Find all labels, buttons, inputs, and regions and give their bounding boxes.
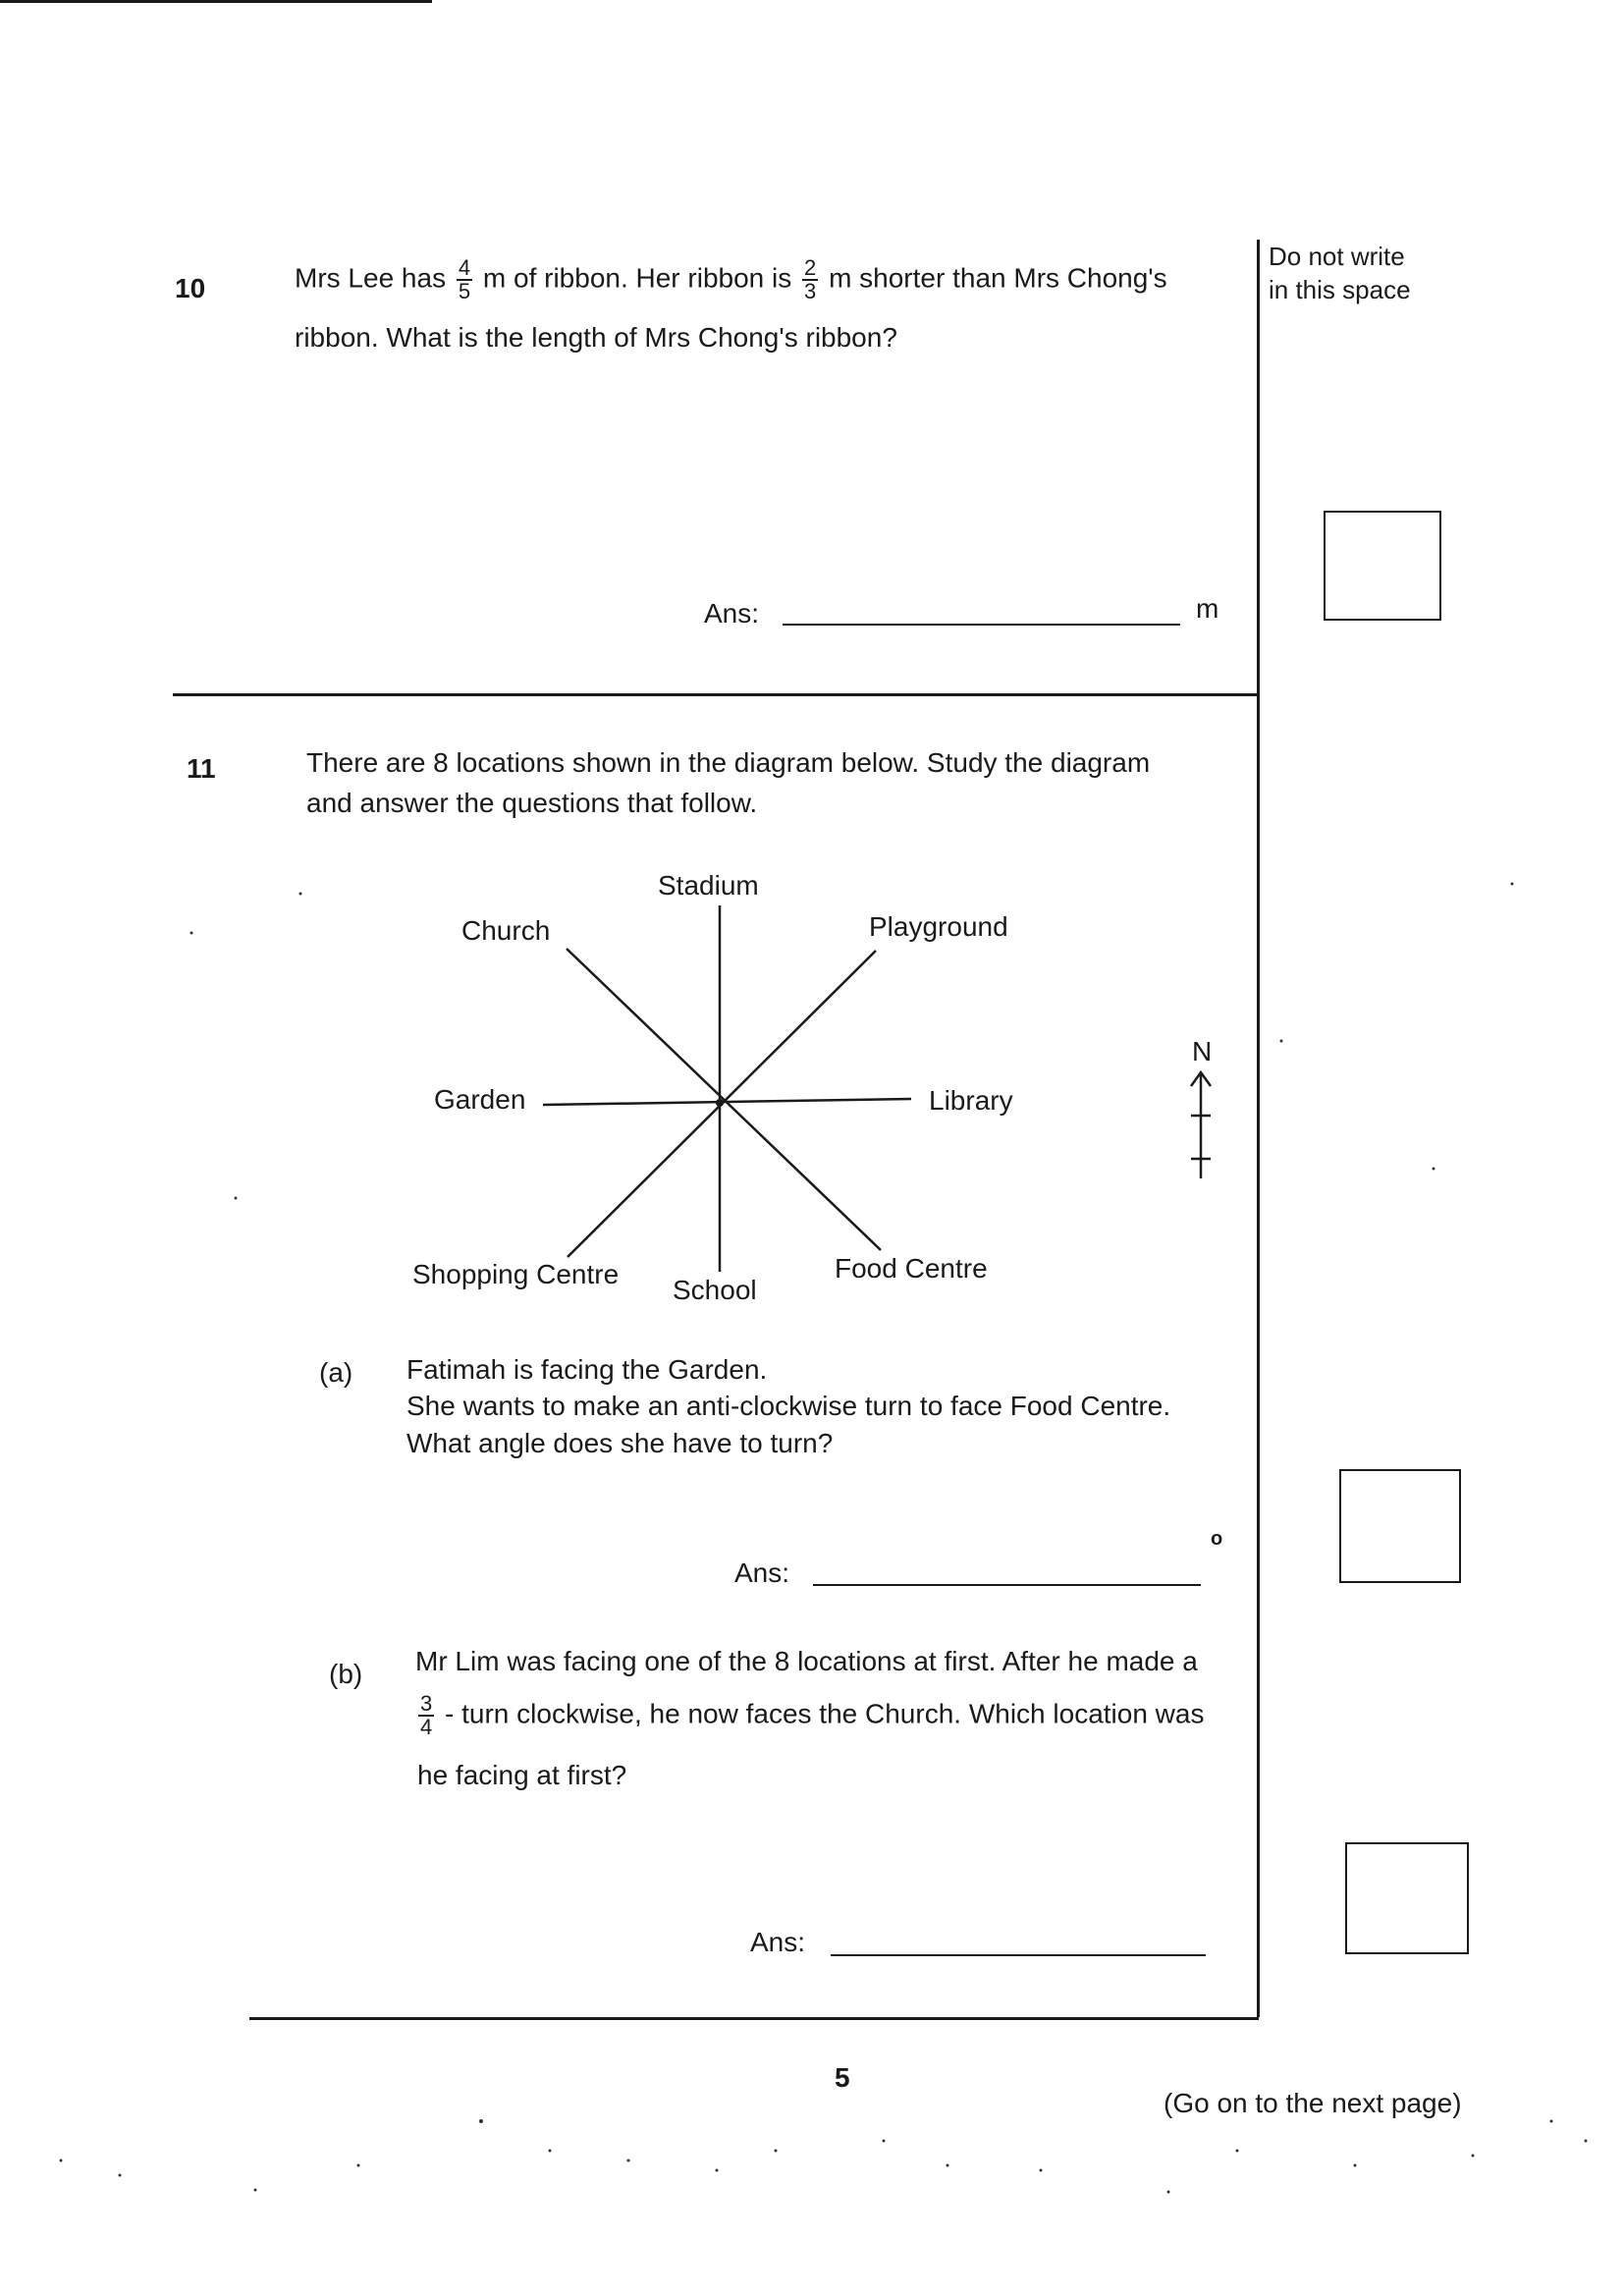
q11a-ans-label: Ans: (734, 1558, 790, 1588)
q10-ans-label: Ans: (704, 598, 760, 629)
q11-bottom-border (249, 2017, 1259, 2020)
label-church: Church (461, 915, 551, 946)
q10-text-c: m shorter than Mrs Chong's (829, 262, 1167, 294)
fraction-denominator: 3 (804, 279, 817, 303)
margin-note-line-1: Do not write (1269, 242, 1405, 271)
page-number: 5 (835, 2062, 850, 2093)
fraction-numerator: 2 (804, 255, 817, 280)
q10-separator (173, 693, 1257, 696)
margin-divider (1257, 240, 1260, 2017)
q11-intro-2: and answer the questions that follow. (306, 788, 758, 818)
scan-edge-line (0, 0, 432, 3)
q11b-line-3: he facing at first? (417, 1760, 627, 1790)
q11a-answer-line[interactable] (813, 1584, 1201, 1586)
q11b-line-2 (415, 1693, 1204, 1738)
q10-text-a: Mrs Lee has (295, 262, 447, 294)
label-library: Library (929, 1085, 1013, 1116)
q11a-line-2: She wants to make an anti-clockwise turn to face Food Centre. (406, 1391, 1171, 1421)
q11a-marks-box (1339, 1469, 1461, 1583)
label-shopping-centre: Shopping Centre (412, 1259, 620, 1289)
margin-note (1269, 240, 1411, 306)
q11a-degree-unit: o (1211, 1528, 1223, 1550)
q10-line-2: ribbon. What is the length of Mrs Chong's ribbon? (295, 322, 897, 353)
q11b-label: (b) (329, 1659, 363, 1689)
margin-note-line-2: in this space (1269, 275, 1411, 304)
q11b-marks-box (1345, 1842, 1469, 1954)
q10-fraction-2 (802, 257, 818, 302)
label-garden: Garden (434, 1084, 526, 1115)
label-playground: Playground (869, 911, 1008, 942)
label-school: School (673, 1275, 757, 1305)
q10-fraction-1 (457, 257, 472, 302)
q11b-answer-line[interactable] (831, 1954, 1206, 1956)
q11a-label: (a) (319, 1357, 353, 1388)
q11b-line-1: Mr Lim was facing one of the 8 locations at first. After he made a (415, 1646, 1198, 1676)
fraction-denominator: 5 (458, 279, 471, 303)
north-arrow-icon (1184, 1068, 1218, 1182)
q11b-fraction (418, 1693, 434, 1738)
q10-marks-box (1324, 511, 1441, 621)
label-stadium: Stadium (658, 870, 759, 901)
q11-number: 11 (187, 753, 216, 784)
q10-line-1 (295, 257, 1167, 302)
diagram-centre-point (716, 1099, 724, 1107)
q10-number: 10 (175, 273, 206, 303)
q10-answer-line[interactable] (783, 624, 1180, 626)
q11b-ans-label: Ans: (750, 1927, 806, 1957)
q11-intro-1: There are 8 locations shown in the diagram below. Study the diagram (306, 747, 1151, 778)
q10-unit: m (1196, 593, 1219, 624)
q11a-line-1: Fatimah is facing the Garden. (406, 1354, 768, 1385)
fraction-numerator: 4 (458, 255, 471, 280)
footer-note: (Go on to the next page) (1164, 2088, 1462, 2118)
fraction-denominator: 4 (420, 1715, 433, 1739)
north-label: N (1192, 1036, 1213, 1066)
q11a-line-3: What angle does she have to turn? (406, 1428, 834, 1458)
fraction-numerator: 3 (420, 1691, 433, 1716)
q11b-text: - turn clockwise, he now faces the Church. Which location was (445, 1698, 1205, 1729)
label-food-centre: Food Centre (835, 1253, 988, 1284)
q10-text-b: m of ribbon. Her ribbon is (482, 262, 792, 294)
